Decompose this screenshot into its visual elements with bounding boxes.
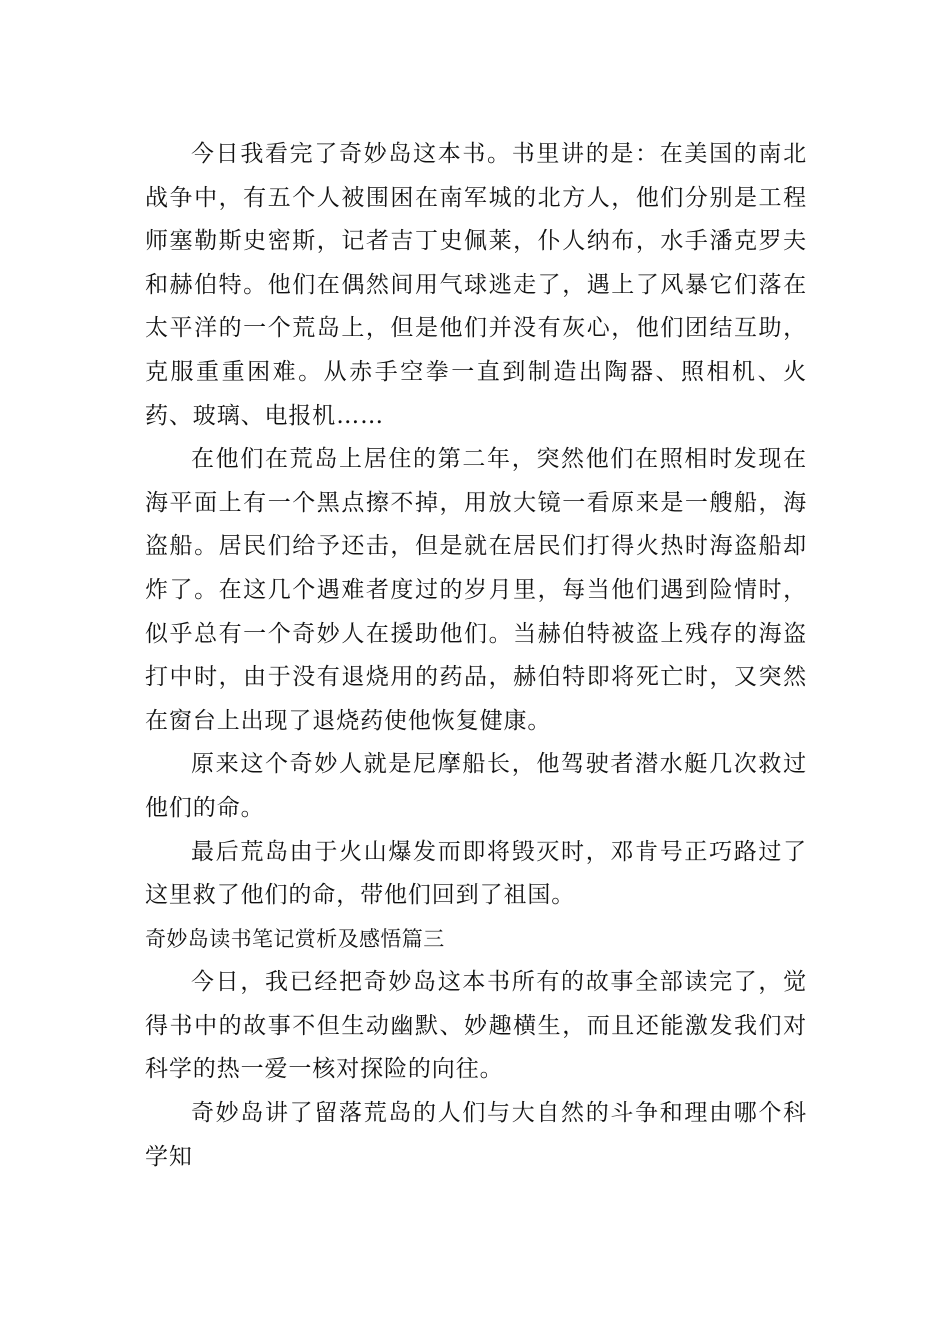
paragraph-3: 原来这个奇妙人就是尼摩船长，他驾驶者潜水艇几次救过他们的命。 xyxy=(145,751,807,821)
paragraph-4: 最后荒岛由于火山爆发而即将毁灭时，邓肯号正巧路过了这里救了他们的命，带他们回到了祖国。 xyxy=(145,838,807,909)
paragraph-6: 奇妙岛讲了留落荒岛的人们与大自然的斗争和理由哪个科学知 xyxy=(145,1100,807,1170)
paragraph-2: 在他们在荒岛上居住的第二年，突然他们在照相时发现在海平面上有一个黑点擦不掉，用放大镜一看原来是一艘船，海盗船。居民们给予还击，但是就在居民们打得火热时海盗船却炸了。在这几个遇难者度过的岁月里，每当他们遇到险情时，似乎总有一个奇妙人在援助他们。当赫伯特被盗上残存的海盗打中时，由于没有退烧用的药品，赫伯特即将死亡时，又突然在窗台上出现了退烧药使他恢复健康。 xyxy=(145,446,807,734)
document-body xyxy=(145,133,807,1179)
paragraph-5: 今日，我已经把奇妙岛这本书所有的故事全部读完了，觉得书中的故事不但生动幽默、妙趣横生，而且还能激发我们对科学的热一爱一核对探险的向往。 xyxy=(145,969,807,1083)
paragraph-1: 今日我看完了奇妙岛这本书。书里讲的是：在美国的南北战争中，有五个人被围困在南军城的北方人，他们分别是工程师塞勒斯史密斯，记者吉丁史佩莱，仆人纳布，水手潘克罗夫和赫伯特。他们在偶然间用气球逃走了，遇上了风暴它们落在太平洋的一个荒岛上，但是他们并没有灰心，他们团结互助，克服重重困难。从赤手空拳一直到制造出陶器、照相机、火药、玻璃、电报机…… xyxy=(145,141,807,429)
section-heading: 奇妙岛读书笔记赏析及感悟篇三 xyxy=(145,926,445,951)
